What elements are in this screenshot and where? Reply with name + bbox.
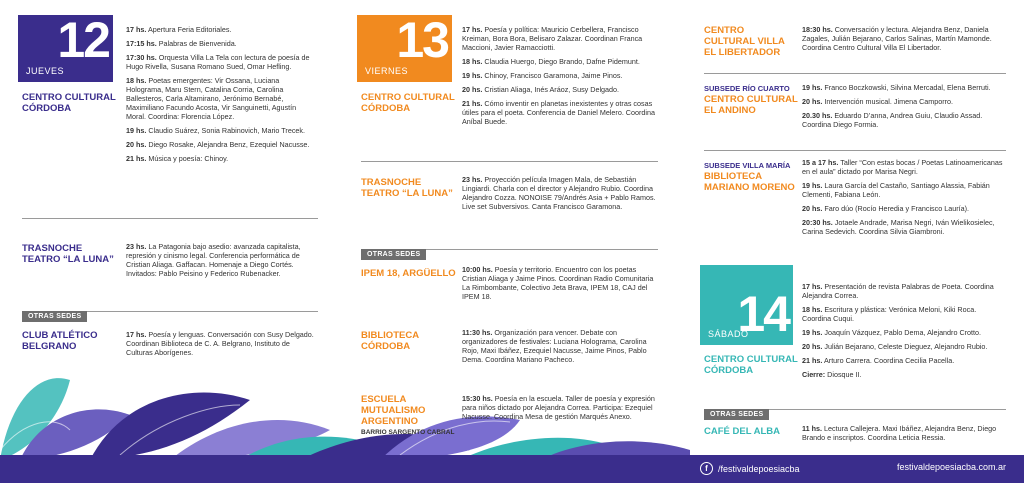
otras-sedes-badge: OTRAS SEDES	[704, 409, 769, 420]
event-time: 18 hs.	[462, 57, 483, 66]
event-time: 15:30 hs.	[462, 394, 493, 403]
event-list	[462, 394, 657, 426]
day-number: 13	[396, 12, 448, 68]
event-item	[126, 53, 316, 71]
event-description: Proyección película Imagen Mala, de Sebastián Lingiardi. Charla con el director y Alejandro Rubio. Coordina Alejandro Cozza. NONOISE 79/Andrés Asia + Pablo Ramos. Live set Subversivos. Canta Francisco Garamona.	[462, 175, 656, 211]
event-description: Conversación y lectura. Alejandra Benz, Daniela Zagales, Julián Bejarano, Carlos Salinas, Martín Mamonde. Coordina Centro Cultural Villa El Libertador.	[802, 25, 992, 52]
venue-title: CENTRO CULTURAL CÓRDOBA	[704, 354, 798, 376]
event-item	[802, 424, 1007, 442]
event-time: 19 hs.	[802, 83, 823, 92]
event-time: 17 hs.	[126, 25, 147, 34]
divider	[704, 150, 1006, 151]
event-list	[462, 25, 657, 131]
event-description: Cristian Aliaga, Inés Aráoz, Susy Delgado.	[484, 85, 620, 94]
event-item	[462, 57, 657, 66]
day-number: 14	[737, 286, 789, 342]
venue-title	[361, 394, 456, 438]
event-time: 17:15 hs.	[126, 39, 157, 48]
event-time: 20 hs.	[802, 342, 823, 351]
footer-bar	[0, 455, 1024, 483]
event-item	[802, 181, 1007, 199]
day-header-thursday	[18, 12, 113, 82]
event-time: 23 hs.	[462, 175, 483, 184]
event-list	[802, 282, 1007, 384]
event-description: Franco Boczkowski, Silvina Mercadal, Elena Berruti.	[824, 83, 991, 92]
event-description: Joaquín Vázquez, Pablo Dema, Alejandro Crotto.	[824, 328, 982, 337]
event-time: 18 hs.	[802, 305, 823, 314]
event-description: Lectura Callejera. Maxi Ibáñez, Alejandra Benz, Diego Brando e inscriptos. Coordina Leticia Ressia.	[802, 424, 997, 442]
social-link[interactable]	[700, 462, 800, 475]
event-item	[126, 25, 316, 34]
event-time: 17 hs.	[462, 25, 483, 34]
event-time: 21 hs.	[462, 99, 483, 108]
venue-title: CENTRO CULTURAL CÓRDOBA	[22, 92, 116, 114]
event-description: Poetas emergentes: Vir Ossana, Luciana Holograma, Maru Stern, Catalina Corria, Carolina Ballesteros, Carla Altamirano, Jerónimo Bernabé, Maximiliano Facundo Acosta, Vir Sanguinetti, Agustín Moral. Coordina: Florencia López.	[126, 76, 297, 121]
event-time: 18 hs.	[126, 76, 147, 85]
event-time: 11 hs.	[802, 424, 822, 433]
social-handle[interactable]: /festivaldepoesiacba	[718, 463, 800, 474]
event-description: Laura García del Castaño, Santiago Alassia, Fabián Clementi, Fabiana León.	[802, 181, 990, 199]
event-description: Poesía en la escuela. Taller de poesía y expresión para niños dictado por Alejandra Correa. Participa: Ezequiel Nacusse. Coordina Mesa de gestión Marqués Anexo.	[462, 394, 655, 421]
event-description: Poesía y lenguas. Conversación con Susy Delgado. Coordinan Biblioteca de C. A. Belgrano, Instituto de Culturas Aborígenes.	[126, 330, 314, 357]
event-time: 15 a 17 hs.	[802, 158, 839, 167]
event-list	[462, 328, 657, 369]
event-description: Música y poesía: Chinoy.	[148, 154, 229, 163]
event-item	[802, 111, 1007, 129]
event-description: Cómo inventir en planetas inexistentes y otras cosas útiles para el poeta. Conferencia de Daniel Melero. Coordina Aníbal Buede.	[462, 99, 655, 126]
event-item	[802, 305, 1007, 323]
event-item	[126, 140, 316, 149]
otras-sedes-badge: OTRAS SEDES	[22, 311, 87, 322]
event-description: Poesía y política: Mauricio Cerbellera, Francisco Kreiman, Bora Bora, Belisaro Zalazar. Coordinan Franca Maccioni, Javier Ramacciotti.	[462, 25, 643, 52]
event-time: 18:30 hs.	[802, 25, 833, 34]
event-time: 17:30 hs.	[126, 53, 157, 62]
day-name: SÁBADO	[708, 329, 749, 339]
event-description: Jotaele Andrade, Marisa Negri, Iván Wielikosielec, Carina Sedevich. Coordina Silvia Giambroni.	[802, 218, 995, 236]
day-name: VIERNES	[365, 66, 409, 76]
event-item	[802, 83, 1007, 92]
event-time: 10:00 hs.	[462, 265, 493, 274]
event-list	[802, 424, 1007, 447]
event-list	[126, 330, 316, 362]
event-description: Faro dúo (Rocío Heredia y Francisco Lauría).	[824, 204, 970, 213]
event-item	[462, 85, 657, 94]
event-description: Orquesta Villa La Tela con lectura de poesía de Hugo Rivella, Susana Romano Sued, Omar Hefling.	[126, 53, 310, 71]
event-description: Escritura y plástica: Verónica Meloni, Kiki Roca. Coordina Cuqui.	[802, 305, 977, 323]
event-time: 11:30 hs.	[462, 328, 493, 337]
venue-title: TRASNOCHE TEATRO “LA LUNA”	[361, 177, 453, 199]
event-list	[462, 265, 657, 306]
event-list	[126, 242, 316, 283]
event-list	[126, 25, 316, 168]
event-time: 20 hs.	[462, 85, 483, 94]
event-description: Diosque II.	[827, 370, 862, 379]
event-time: 19 hs.	[802, 181, 823, 190]
event-item	[126, 154, 316, 163]
event-time: 19 hs.	[802, 328, 823, 337]
event-item	[126, 330, 316, 357]
event-time: 23 hs.	[126, 242, 147, 251]
event-list	[802, 83, 1007, 134]
venue-name: CENTRO CULTURAL EL ANDINO	[704, 94, 798, 116]
event-description: Arturo Carrera. Coordina Cecilia Pacella.	[824, 356, 955, 365]
event-item	[462, 25, 657, 52]
event-time: 21 hs.	[126, 154, 147, 163]
event-time: 19 hs.	[462, 71, 483, 80]
event-description: Eduardo D’anna, Andrea Guiu, Claudio Assad. Coordina Diego Formia.	[802, 111, 983, 129]
venue-block	[704, 160, 799, 193]
event-description: Presentación de revista Palabras de Poeta. Coordina Alejandra Correa.	[802, 282, 994, 300]
divider	[704, 73, 1006, 74]
event-item	[802, 158, 1007, 176]
event-item	[802, 356, 1007, 365]
event-time: 20 hs.	[126, 140, 147, 149]
venue-title: BIBLIOTECA CÓRDOBA	[361, 330, 419, 352]
event-description: Diego Rosake, Alejandra Benz, Ezequiel Nacusse.	[148, 140, 310, 149]
event-item	[802, 282, 1007, 300]
event-item	[802, 328, 1007, 337]
event-time: Cierre:	[802, 370, 826, 379]
event-description: Poesía y territorio. Encuentro con los poetas Cristian Aliaga y Jaime Pinos. Coordinan Radio Comunitaria La Rimbombante, Colectivo Jeta Brava, IPEM 18, CAJ del IPEM 18.	[462, 265, 654, 301]
event-item	[462, 265, 657, 301]
event-description: Organización para vencer. Debate con organizadores de festivales: Luciana Holograma, Carolina Rojo, Maxi Ibáñez, Ezequiel Nacusse, Jaime Pinos, Pablo Dema. Coordina Mariano Pacheco.	[462, 328, 647, 364]
event-item	[802, 25, 1007, 52]
event-time: 17 hs.	[802, 282, 823, 291]
event-item	[802, 342, 1007, 351]
venue-title: TRASNOCHE TEATRO “LA LUNA”	[22, 243, 114, 265]
event-time: 20 hs.	[802, 204, 823, 213]
venue-subtitle: BARRIO SARGENTO CABRAL	[361, 429, 455, 436]
divider	[361, 161, 658, 162]
day-name: JUEVES	[26, 66, 65, 76]
event-description: Claudia Huergo, Diego Brando, Dafne Pidemunt.	[484, 57, 640, 66]
event-item	[802, 97, 1007, 106]
event-item	[126, 76, 316, 121]
divider	[22, 218, 318, 219]
event-item	[126, 39, 316, 48]
event-item	[462, 99, 657, 126]
day-header-friday	[357, 12, 452, 82]
event-time: 20 hs.	[802, 97, 823, 106]
event-item	[462, 71, 657, 80]
event-list	[802, 25, 1007, 57]
event-description: Julián Bejarano, Celeste Dieguez, Alejandro Rubio.	[824, 342, 988, 351]
venue-title: CLUB ATLÉTICO BELGRANO	[22, 330, 98, 352]
event-list	[802, 158, 1007, 241]
event-item	[802, 370, 1007, 379]
day-header-saturday	[700, 265, 793, 345]
event-time: 20.30 hs.	[802, 111, 833, 120]
event-item	[802, 204, 1007, 213]
event-item	[462, 394, 657, 421]
event-item	[462, 175, 657, 211]
event-description: La Patagonia bajo asedio: avanzada capitalista, represión y cinismo legal. Conferencia performática de Cristian Aliaga. Gaffacan. Homenaje a Diego Cortés. Invitados: Pablo Peisino y Federico Rubenacker.	[126, 242, 301, 278]
event-description: Chinoy, Francisco Garamona, Jaime Pinos.	[484, 71, 623, 80]
event-time: 20:30 hs.	[802, 218, 833, 227]
event-description: Taller “Con estas bocas / Poetas Latinoamericanas en el aula” dictado por Marisa Negri.	[802, 158, 1003, 176]
venue-block	[704, 83, 799, 116]
event-time: 21 hs.	[802, 356, 823, 365]
venue-title: CAFÉ DEL ALBA	[704, 426, 780, 437]
event-description: Palabras de Bienvenida.	[158, 39, 237, 48]
website-link[interactable]: festivaldepoesiacba.com.ar	[896, 462, 1006, 472]
event-time: 19 hs.	[126, 126, 147, 135]
subsede-label: SUBSEDE VILLA MARÍA	[704, 161, 791, 170]
event-list	[462, 175, 657, 216]
venue-name: ESCUELA MUTUALISMO ARGENTINO	[361, 394, 426, 427]
venue-name: BIBLIOTECA MARIANO MORENO	[704, 171, 795, 193]
event-item	[802, 218, 1007, 236]
event-time: 17 hs.	[126, 330, 147, 339]
otras-sedes-badge: OTRAS SEDES	[361, 249, 426, 260]
event-description: Claudio Suárez, Sonia Rabinovich, Mario Trecek.	[148, 126, 305, 135]
facebook-icon[interactable]: f	[700, 462, 713, 475]
venue-title: CENTRO CULTURAL CÓRDOBA	[361, 92, 455, 114]
event-item	[126, 126, 316, 135]
day-number: 12	[57, 12, 109, 68]
event-description: Intervención musical. Jimena Camporro.	[824, 97, 954, 106]
venue-title: CENTRO CULTURAL VILLA EL LIBERTADOR	[704, 25, 785, 58]
venue-title: IPEM 18, ARGÜELLO	[361, 268, 456, 279]
subsede-label: SUBSEDE RÍO CUARTO	[704, 84, 790, 93]
event-item	[462, 328, 657, 364]
event-description: Apertura Feria Editoriales.	[148, 25, 232, 34]
event-item	[126, 242, 316, 278]
